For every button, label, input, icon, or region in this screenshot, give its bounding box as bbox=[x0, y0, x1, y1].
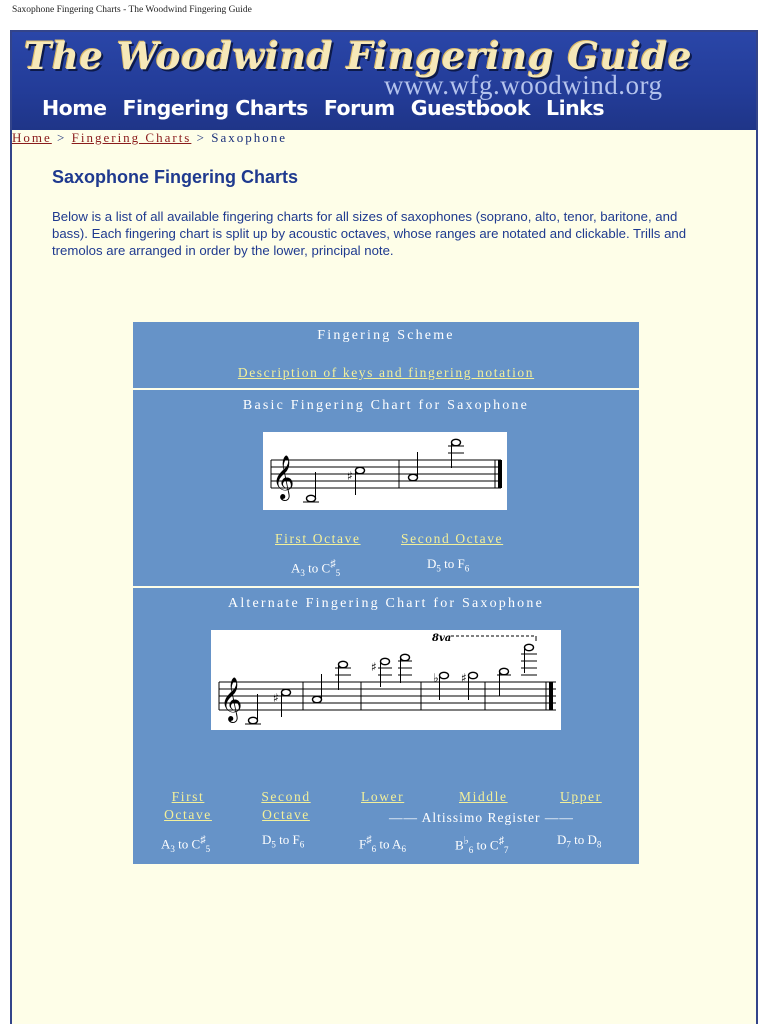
fingering-scheme-panel bbox=[133, 322, 639, 388]
alt-range-lower: $F^♯_6$ to $A_6$ bbox=[359, 834, 406, 854]
nav-fingering-charts[interactable]: Fingering Charts bbox=[122, 96, 308, 120]
breadcrumb bbox=[12, 130, 287, 146]
alt-first-octave-link-line1[interactable]: First bbox=[171, 789, 205, 804]
alt-lower-altissimo-link[interactable]: Lower bbox=[361, 789, 405, 804]
intro-paragraph: Below is a list of all available fingering charts for all sizes of saxophones (soprano, alto, tenor, baritone, and bass). Each fingering chart is split up by acoustic octaves, whose ranges are notated and clickable. Trills and tremolos are arranged in order by the lower, principal note. bbox=[52, 209, 687, 258]
page-frame bbox=[10, 30, 758, 1024]
basic-second-range: $D_5$ to $F_6$ bbox=[427, 556, 470, 574]
alt-range-first: $A_3$ to $C^♯_5$ bbox=[161, 834, 211, 854]
main-nav bbox=[42, 96, 620, 126]
alt-range-middle: $B^♭_6$ to $C^♯_7$ bbox=[455, 835, 509, 855]
breadcrumb-separator: > bbox=[51, 130, 72, 145]
nav-home[interactable]: Home bbox=[42, 96, 107, 120]
nav-forum[interactable]: Forum bbox=[323, 96, 395, 120]
svg-text:♯: ♯ bbox=[273, 691, 279, 705]
alt-range-second: $D_5$ to $F_6$ bbox=[262, 832, 305, 850]
staff-notation-image bbox=[211, 630, 561, 730]
basic-chart-title: Basic Fingering Chart for Saxophone bbox=[242, 398, 530, 413]
alt-first-octave-link-line2[interactable]: Octave bbox=[164, 807, 212, 822]
svg-text:♭: ♭ bbox=[433, 671, 439, 685]
browser-title: Saxophone Fingering Charts - The Woodwind Fingering Guide bbox=[12, 5, 252, 15]
alternate-range-staff bbox=[211, 630, 561, 730]
breadcrumb-separator: > bbox=[191, 130, 212, 145]
basic-chart-panel bbox=[133, 390, 639, 586]
page-title: Saxophone Fingering Charts bbox=[52, 167, 299, 187]
svg-text:♯: ♯ bbox=[371, 660, 377, 674]
nav-links[interactable]: Links bbox=[546, 96, 605, 120]
key-description-link[interactable]: Description of keys and fingering notation bbox=[237, 365, 535, 380]
alternate-chart-title: Alternate Fingering Chart for Saxophone bbox=[228, 596, 544, 611]
svg-text:𝄞: 𝄞 bbox=[220, 677, 243, 721]
alt-upper-altissimo-link[interactable]: Upper bbox=[560, 789, 602, 804]
basic-range-staff bbox=[263, 432, 507, 510]
svg-text:𝄞: 𝄞 bbox=[272, 455, 295, 499]
svg-text:♯: ♯ bbox=[347, 469, 353, 483]
alt-range-upper: $D_7$ to $D_8$ bbox=[557, 832, 602, 850]
basic-second-octave-link[interactable]: Second Octave bbox=[401, 531, 504, 546]
alt-second-octave-link-line1[interactable]: Second bbox=[261, 789, 311, 804]
basic-first-octave-link[interactable]: First Octave bbox=[275, 531, 361, 546]
site-banner bbox=[12, 32, 756, 130]
svg-text:♯: ♯ bbox=[461, 671, 467, 685]
ottava-label: 8va bbox=[432, 633, 452, 644]
alt-middle-altissimo-link[interactable]: Middle bbox=[459, 789, 508, 804]
alt-second-octave-link-line2[interactable]: Octave bbox=[262, 807, 310, 822]
fingering-scheme-title: Fingering Scheme bbox=[317, 328, 455, 343]
breadcrumb-fingering-charts[interactable]: Fingering Charts bbox=[71, 130, 192, 145]
altissimo-register-label: —— Altissimo Register —— bbox=[389, 810, 574, 825]
alternate-chart-panel bbox=[133, 588, 639, 864]
staff-notation-image bbox=[263, 432, 507, 510]
breadcrumb-current: Saxophone bbox=[211, 130, 287, 145]
basic-first-range: $A_3$ to $C^♯_5$ bbox=[291, 558, 341, 578]
nav-guestbook[interactable]: Guestbook bbox=[410, 96, 530, 120]
breadcrumb-home[interactable]: Home bbox=[12, 130, 52, 145]
site-logo[interactable]: The Woodwind Fingering Guide bbox=[24, 34, 692, 78]
site-url: www.wfg.woodwind.org bbox=[384, 70, 663, 100]
